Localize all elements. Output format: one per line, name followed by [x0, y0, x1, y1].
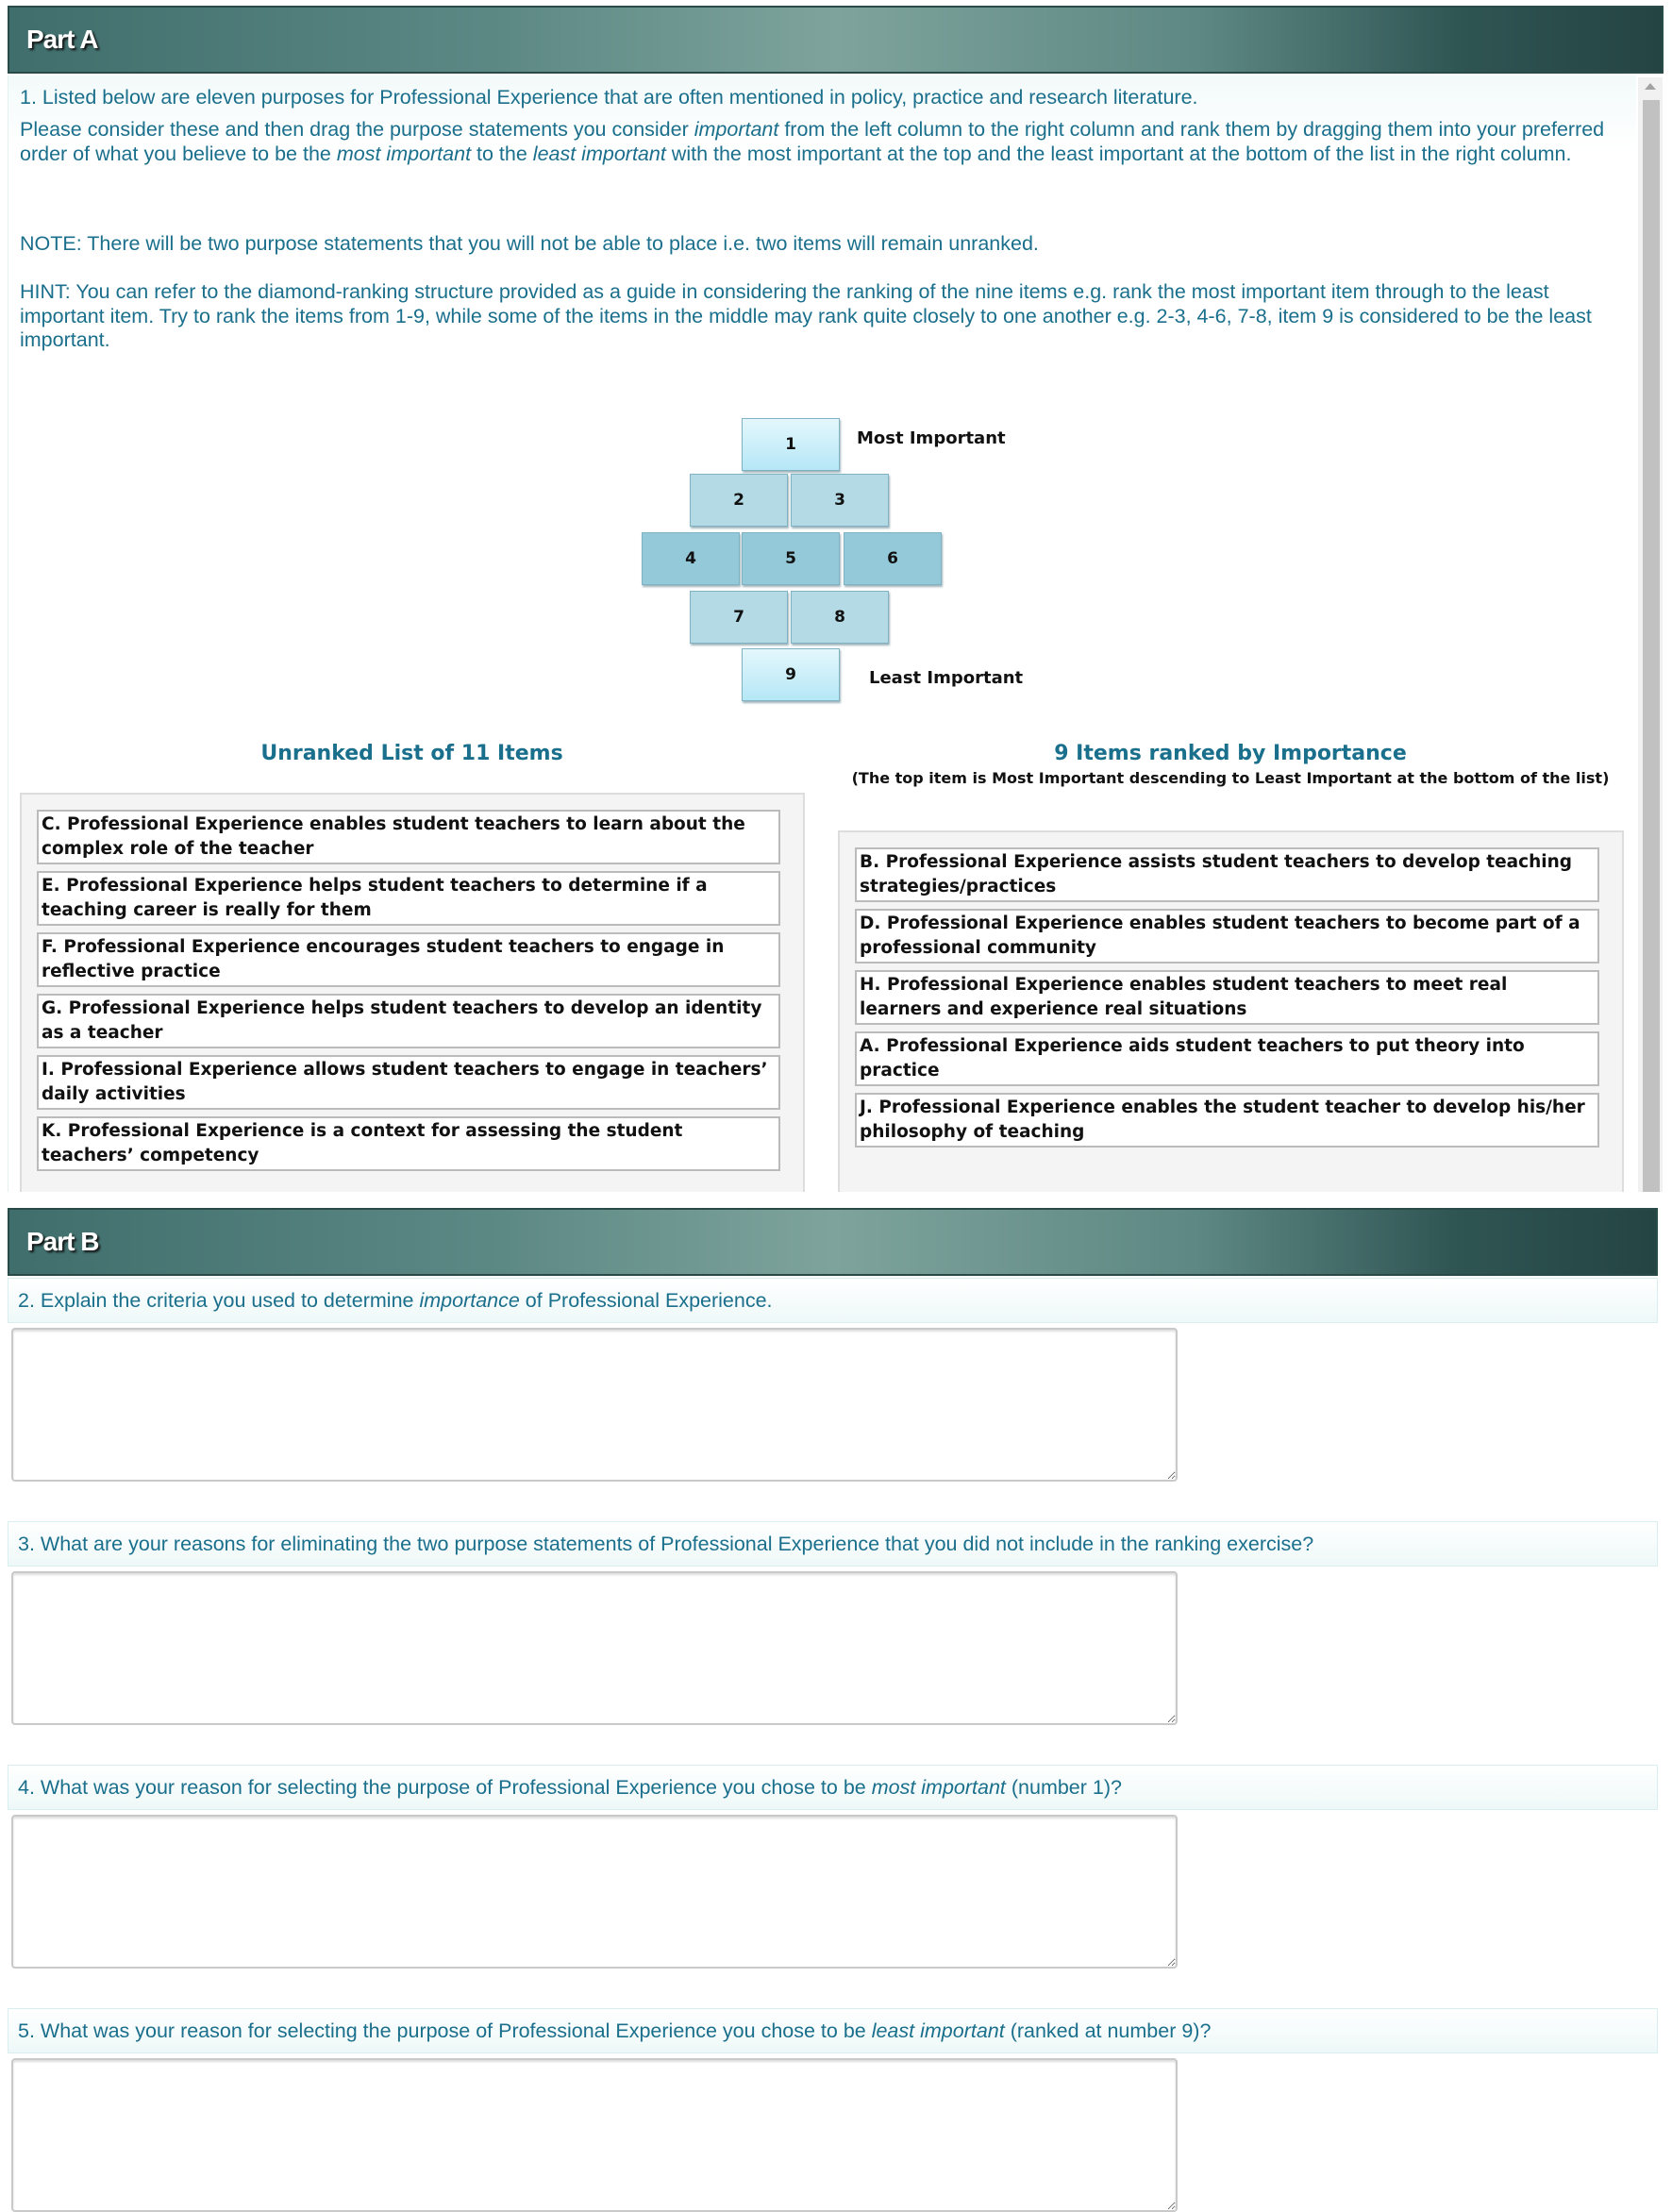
- ranked-item[interactable]: A. Professional Experience aids student teachers to put theory into practice: [855, 1031, 1599, 1086]
- question-3-answer[interactable]: [11, 1571, 1178, 1725]
- q-text: 4. What was your reason for selecting the purpose of Professional Experience you chose to be: [18, 1776, 872, 1799]
- diamond-cell: 2: [690, 474, 788, 527]
- question-1-text: 1. Listed below are eleven purposes for Professional Experience that are often mentioned in policy, practice and research literature.: [20, 86, 1198, 109]
- instr-em: important: [694, 118, 779, 141]
- scrollbar[interactable]: [1638, 77, 1663, 1192]
- instr-text: to the: [471, 142, 533, 165]
- q-em: most important: [871, 1776, 1006, 1799]
- most-important-label: Most Important: [857, 428, 1006, 448]
- diamond-cell: 9: [742, 648, 840, 701]
- ranked-list[interactable]: [838, 830, 1624, 1192]
- diamond-cell: 1: [742, 418, 840, 471]
- q-em: least important: [871, 2019, 1005, 2042]
- unranked-list[interactable]: [20, 793, 805, 1192]
- part-a-header: [8, 6, 1664, 74]
- unranked-heading: Unranked List of 11 Items: [260, 742, 563, 765]
- ranked-heading: 9 Items ranked by Importance: [1054, 742, 1407, 765]
- instr-em: least important: [532, 142, 666, 165]
- diamond-cell: 4: [642, 532, 740, 585]
- question-2-answer[interactable]: [11, 1328, 1178, 1482]
- part-b-title: Part B: [26, 1227, 99, 1256]
- q-text: 2. Explain the criteria you used to determine: [18, 1289, 420, 1312]
- unranked-item[interactable]: F. Professional Experience encourages student teachers to engage in reflective practice: [37, 932, 780, 987]
- diamond-cell: 5: [742, 532, 840, 585]
- unranked-item[interactable]: G. Professional Experience helps student teachers to develop an identity as a teacher: [37, 994, 780, 1048]
- unranked-item[interactable]: E. Professional Experience helps student teachers to determine if a teaching career is really for them: [37, 871, 780, 926]
- least-important-label: Least Important: [869, 668, 1024, 688]
- q-em: importance: [419, 1289, 520, 1312]
- ranked-item[interactable]: J. Professional Experience enables the student teacher to develop his/her philosophy of teaching: [855, 1093, 1599, 1148]
- diamond-cell: 6: [844, 532, 942, 585]
- diamond-cell: 3: [791, 474, 889, 527]
- question-4-label: [8, 1765, 1658, 1810]
- part-b-header: [8, 1208, 1658, 1276]
- instructions: [20, 118, 1635, 166]
- part-a-title: Part A: [26, 25, 98, 54]
- question-4-answer[interactable]: [11, 1815, 1178, 1969]
- instr-em: most important: [336, 142, 472, 165]
- instr-text: Please consider these and then drag the purpose statements you consider: [20, 118, 694, 141]
- ranked-item[interactable]: H. Professional Experience enables student teachers to meet real learners and experience real situations: [855, 970, 1599, 1025]
- question-5-answer[interactable]: [11, 2058, 1178, 2212]
- ranked-subheading: (The top item is Most Important descending to Least Important at the bottom of the list): [851, 769, 1610, 787]
- question-3-label: [8, 1521, 1658, 1567]
- q-text: 3. What are your reasons for eliminating the two purpose statements of Professional Experience that you did not include in the ranking exercise?: [18, 1533, 1314, 1555]
- instr-text: with the most important at the top and the least important at the bottom of the list in the right column.: [665, 142, 1572, 165]
- diamond-cell: 8: [791, 591, 889, 644]
- unranked-item[interactable]: C. Professional Experience enables student teachers to learn about the complex role of the teacher: [37, 810, 780, 864]
- note-text: NOTE: There will be two purpose statements that you will not be able to place i.e. two items will remain unranked.: [20, 232, 1039, 255]
- unranked-item[interactable]: I. Professional Experience allows student teachers to engage in teachers’ daily activities: [37, 1055, 780, 1110]
- ranked-item[interactable]: B. Professional Experience assists student teachers to develop teaching strategies/practices: [855, 847, 1599, 902]
- scroll-up-arrow-icon[interactable]: [1645, 83, 1656, 90]
- unranked-item[interactable]: K. Professional Experience is a context for assessing the student teachers’ competency: [37, 1116, 780, 1171]
- diamond-cell: 7: [690, 591, 788, 644]
- instr-text: from the left column to the right column and rank them by dragging them into your preferred order of what you believe to be the: [20, 118, 1605, 165]
- ranked-item[interactable]: D. Professional Experience enables student teachers to become part of a professional community: [855, 909, 1599, 964]
- question-2-label: [8, 1278, 1658, 1323]
- scrollbar-thumb[interactable]: [1643, 100, 1660, 1192]
- q-text: (ranked at number 9)?: [1004, 2019, 1212, 2042]
- q-text: of Professional Experience.: [519, 1289, 773, 1312]
- hint-text: HINT: You can refer to the diamond-ranking structure provided as a guide in considering the ranking of the nine items e.g. rank the most important item through to the least important item. Try to rank the items from 1-9, while some of the items in the middle may rank quite closely to one another e.g. 2-3, 4-6, 7-8, item 9 is considered to be the least important.: [20, 280, 1592, 351]
- q-text: 5. What was your reason for selecting the purpose of Professional Experience you chose to be: [18, 2019, 872, 2042]
- q-text: (number 1)?: [1005, 1776, 1122, 1799]
- question-5-label: [8, 2008, 1658, 2053]
